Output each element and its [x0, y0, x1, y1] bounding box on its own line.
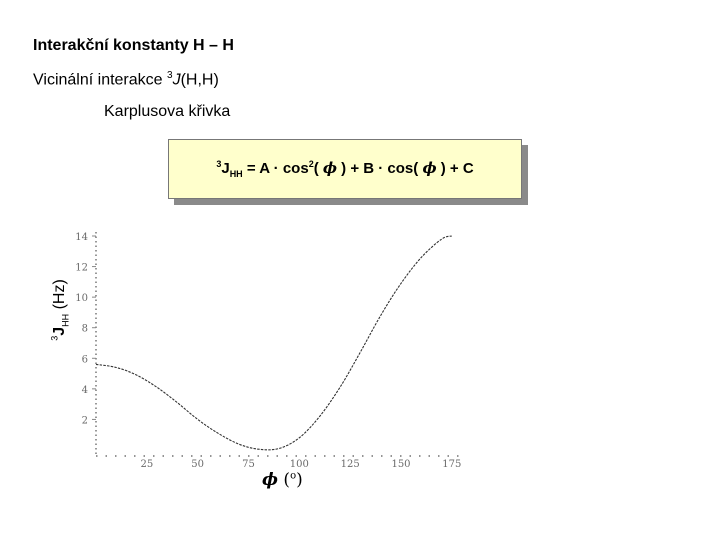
- y-tick-label: 2: [81, 415, 88, 427]
- y-tick-label: 6: [81, 354, 88, 366]
- formula-part2: (: [313, 160, 323, 177]
- slide-title: Interakční konstanty H – H: [33, 37, 234, 54]
- xlabel-phi: ϕ: [262, 470, 279, 490]
- xlabel-deg: o: [290, 470, 297, 482]
- subtitle-j: J: [172, 71, 181, 89]
- chart-ticks: [75, 232, 461, 470]
- subtitle-sup: 3: [167, 70, 173, 81]
- y-tick-label: 4: [81, 384, 88, 396]
- x-tick-label: 150: [391, 459, 411, 470]
- ylabel-sub: HH: [60, 313, 71, 327]
- formula-part1: = A · cos: [242, 160, 309, 177]
- ylabel-sup: 3: [49, 335, 60, 341]
- x-tick-label: 75: [242, 459, 255, 470]
- formula-sup: 3: [216, 159, 222, 169]
- xlabel-close: ): [296, 470, 303, 490]
- formula-phi-2: ϕ: [422, 159, 437, 177]
- y-tick-label: 8: [81, 323, 88, 335]
- y-tick-label: 12: [75, 262, 88, 274]
- x-tick-label: 25: [140, 459, 154, 470]
- curve-label: Karplusova křivka: [104, 103, 231, 120]
- x-tick-label: 175: [442, 459, 462, 470]
- x-tick-label: 50: [191, 459, 205, 470]
- formula-phi-1: ϕ: [322, 159, 337, 177]
- ylabel-j: J: [51, 326, 69, 336]
- xlabel-rest: (: [278, 470, 291, 490]
- chart-axes: [96, 232, 462, 456]
- x-axis-label: [262, 470, 303, 490]
- formula-j: J: [221, 160, 230, 177]
- ylabel-rest: (Hz): [51, 279, 69, 314]
- formula-part3: ) + B · cos(: [337, 160, 423, 177]
- subtitle-suffix: (H,H): [180, 71, 219, 89]
- x-tick-label: 100: [289, 459, 309, 470]
- y-tick-label: 10: [75, 293, 88, 305]
- formula-sub: HH: [229, 169, 243, 179]
- subtitle-prefix: Vicinální interakce: [33, 71, 167, 89]
- karplus-curve: [96, 236, 452, 450]
- formula-sup2: 2: [308, 159, 314, 169]
- formula-part4: ) + C: [436, 160, 474, 177]
- chart-series: [96, 236, 452, 450]
- y-axis-label: [50, 279, 71, 341]
- y-tick-label: 14: [75, 232, 88, 243]
- x-tick-label: 125: [340, 459, 360, 470]
